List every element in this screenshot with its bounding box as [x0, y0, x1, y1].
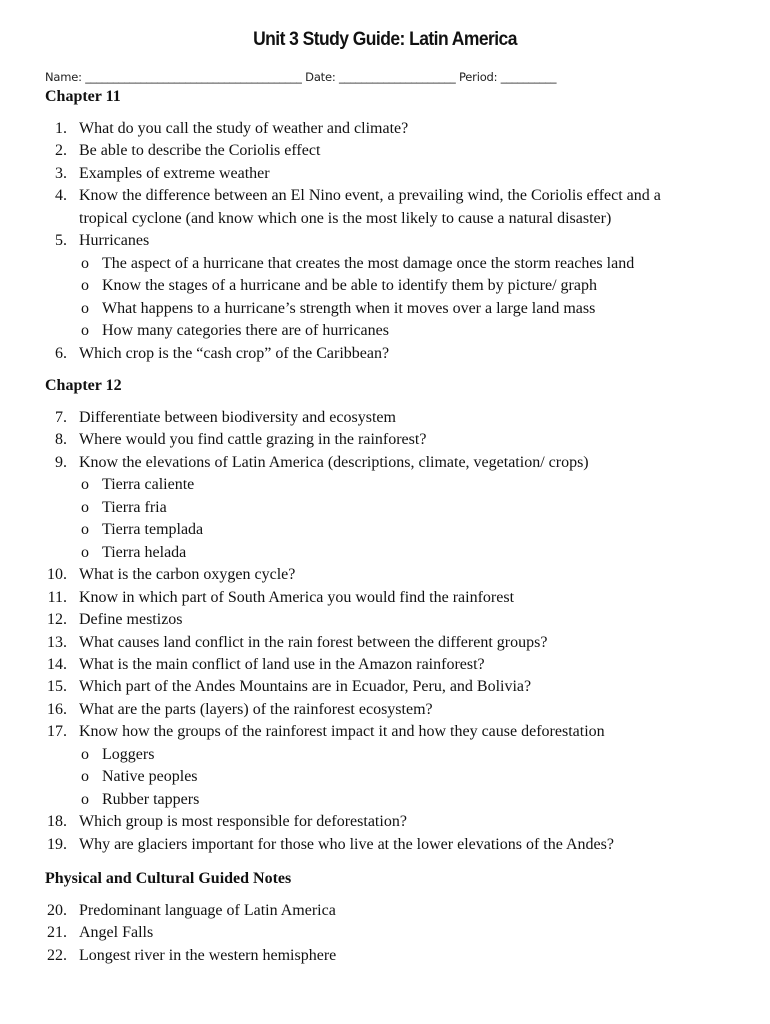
item-number: 7.	[55, 409, 67, 426]
bullet-icon: o	[81, 790, 89, 808]
item-text: Examples of extreme weather	[79, 164, 270, 182]
sub-item-text: Loggers	[102, 745, 155, 763]
item-number: 19.	[47, 835, 67, 853]
item-text: Where would you find cattle grazing in the rainforest?	[79, 431, 427, 449]
item-text: Which group is most responsible for deforestation?	[79, 813, 407, 831]
item-text: Hurricanes	[79, 232, 150, 250]
item-text: Define mestizos	[79, 611, 183, 629]
sub-item-text: Rubber tappers	[102, 790, 200, 808]
item-text: What are the parts (layers) of the rainforest ecosystem?	[79, 700, 433, 718]
bullet-icon: o	[81, 521, 89, 539]
bullet-icon: o	[81, 299, 89, 317]
item-number: 21.	[47, 924, 67, 942]
item-number: 1.	[55, 120, 67, 137]
item-number: 11.	[47, 588, 67, 606]
item-number: 12.	[47, 611, 67, 629]
item-number: 15.	[47, 678, 67, 696]
bullet-icon: o	[81, 768, 89, 786]
section-heading: Physical and Cultural Guided Notes	[45, 870, 292, 887]
item-text: Angel Falls	[79, 924, 154, 942]
bullet-icon: o	[81, 745, 89, 763]
item-text: Be able to describe the Coriolis effect	[79, 142, 321, 160]
item-number: 10.	[47, 566, 67, 584]
bullet-icon: o	[81, 543, 89, 561]
item-number: 16.	[47, 700, 67, 718]
item-number: 8.	[55, 431, 67, 449]
item-number: 9.	[55, 453, 67, 471]
bullet-icon: o	[81, 322, 89, 340]
item-number: 13.	[47, 633, 67, 651]
item-text: Which crop is the “cash crop” of the Caribbean?	[79, 344, 390, 362]
bullet-icon: o	[81, 498, 89, 516]
section-heading: Chapter 11	[45, 88, 121, 105]
page-title: Unit 3 Study Guide: Latin America	[253, 29, 517, 50]
item-text: What causes land conflict in the rain forest between the different groups?	[79, 633, 548, 651]
item-text: Know the elevations of Latin America (descriptions, climate, vegetation/ crops)	[79, 453, 589, 471]
item-text: Know in which part of South America you would find the rainforest	[79, 588, 515, 606]
item-text: Which part of the Andes Mountains are in Ecuador, Peru, and Bolivia?	[79, 678, 532, 696]
sub-item-text: Tierra caliente	[102, 476, 195, 494]
item-text: Predominant language of Latin America	[79, 902, 336, 919]
sub-item-text: Native peoples	[102, 768, 198, 786]
item-number: 17.	[47, 723, 67, 741]
section-heading: Chapter 12	[45, 377, 122, 394]
sub-item-text: Tierra templada	[102, 521, 204, 539]
item-text: Know the difference between an El Nino event, a prevailing wind, the Coriolis effect and a	[79, 187, 661, 205]
item-number: 18.	[47, 813, 67, 831]
item-text: Why are glaciers important for those who live at the lower elevations of the Andes?	[79, 835, 614, 853]
sub-item-text: Know the stages of a hurricane and be able to identify them by picture/ graph	[102, 277, 597, 295]
bullet-icon: o	[81, 254, 89, 272]
item-text-continuation: tropical cyclone (and know which one is the most likely to cause a natural disaster)	[79, 209, 612, 227]
item-text: Differentiate between biodiversity and ecosystem	[79, 409, 396, 426]
item-number: 14.	[47, 655, 67, 673]
item-number: 4.	[55, 187, 67, 205]
bullet-icon: o	[81, 476, 89, 494]
sub-item-text: The aspect of a hurricane that creates the most damage once the storm reaches land	[102, 254, 635, 272]
sub-item-text: Tierra helada	[102, 543, 187, 561]
item-text: What do you call the study of weather and climate?	[79, 120, 409, 137]
item-number: 20.	[47, 902, 67, 919]
bullet-icon: o	[81, 277, 89, 295]
item-text: What is the main conflict of land use in the Amazon rainforest?	[79, 655, 485, 673]
sub-item-text: What happens to a hurricane’s strength when it moves over a large land mass	[102, 299, 596, 317]
name-date-period-line: Name: _______________________________________ Date: _____________________ Period: __________	[45, 70, 557, 84]
item-text: Longest river in the western hemisphere	[79, 946, 337, 964]
item-number: 3.	[55, 164, 67, 182]
sub-item-text: Tierra fria	[102, 498, 167, 516]
item-text: Know how the groups of the rainforest impact it and how they cause deforestation	[79, 723, 605, 741]
item-number: 2.	[55, 142, 67, 160]
item-number: 6.	[55, 344, 67, 362]
item-number: 5.	[55, 232, 67, 250]
sub-item-text: How many categories there are of hurricanes	[102, 322, 389, 340]
item-text: What is the carbon oxygen cycle?	[79, 566, 296, 584]
item-number: 22.	[47, 946, 67, 964]
